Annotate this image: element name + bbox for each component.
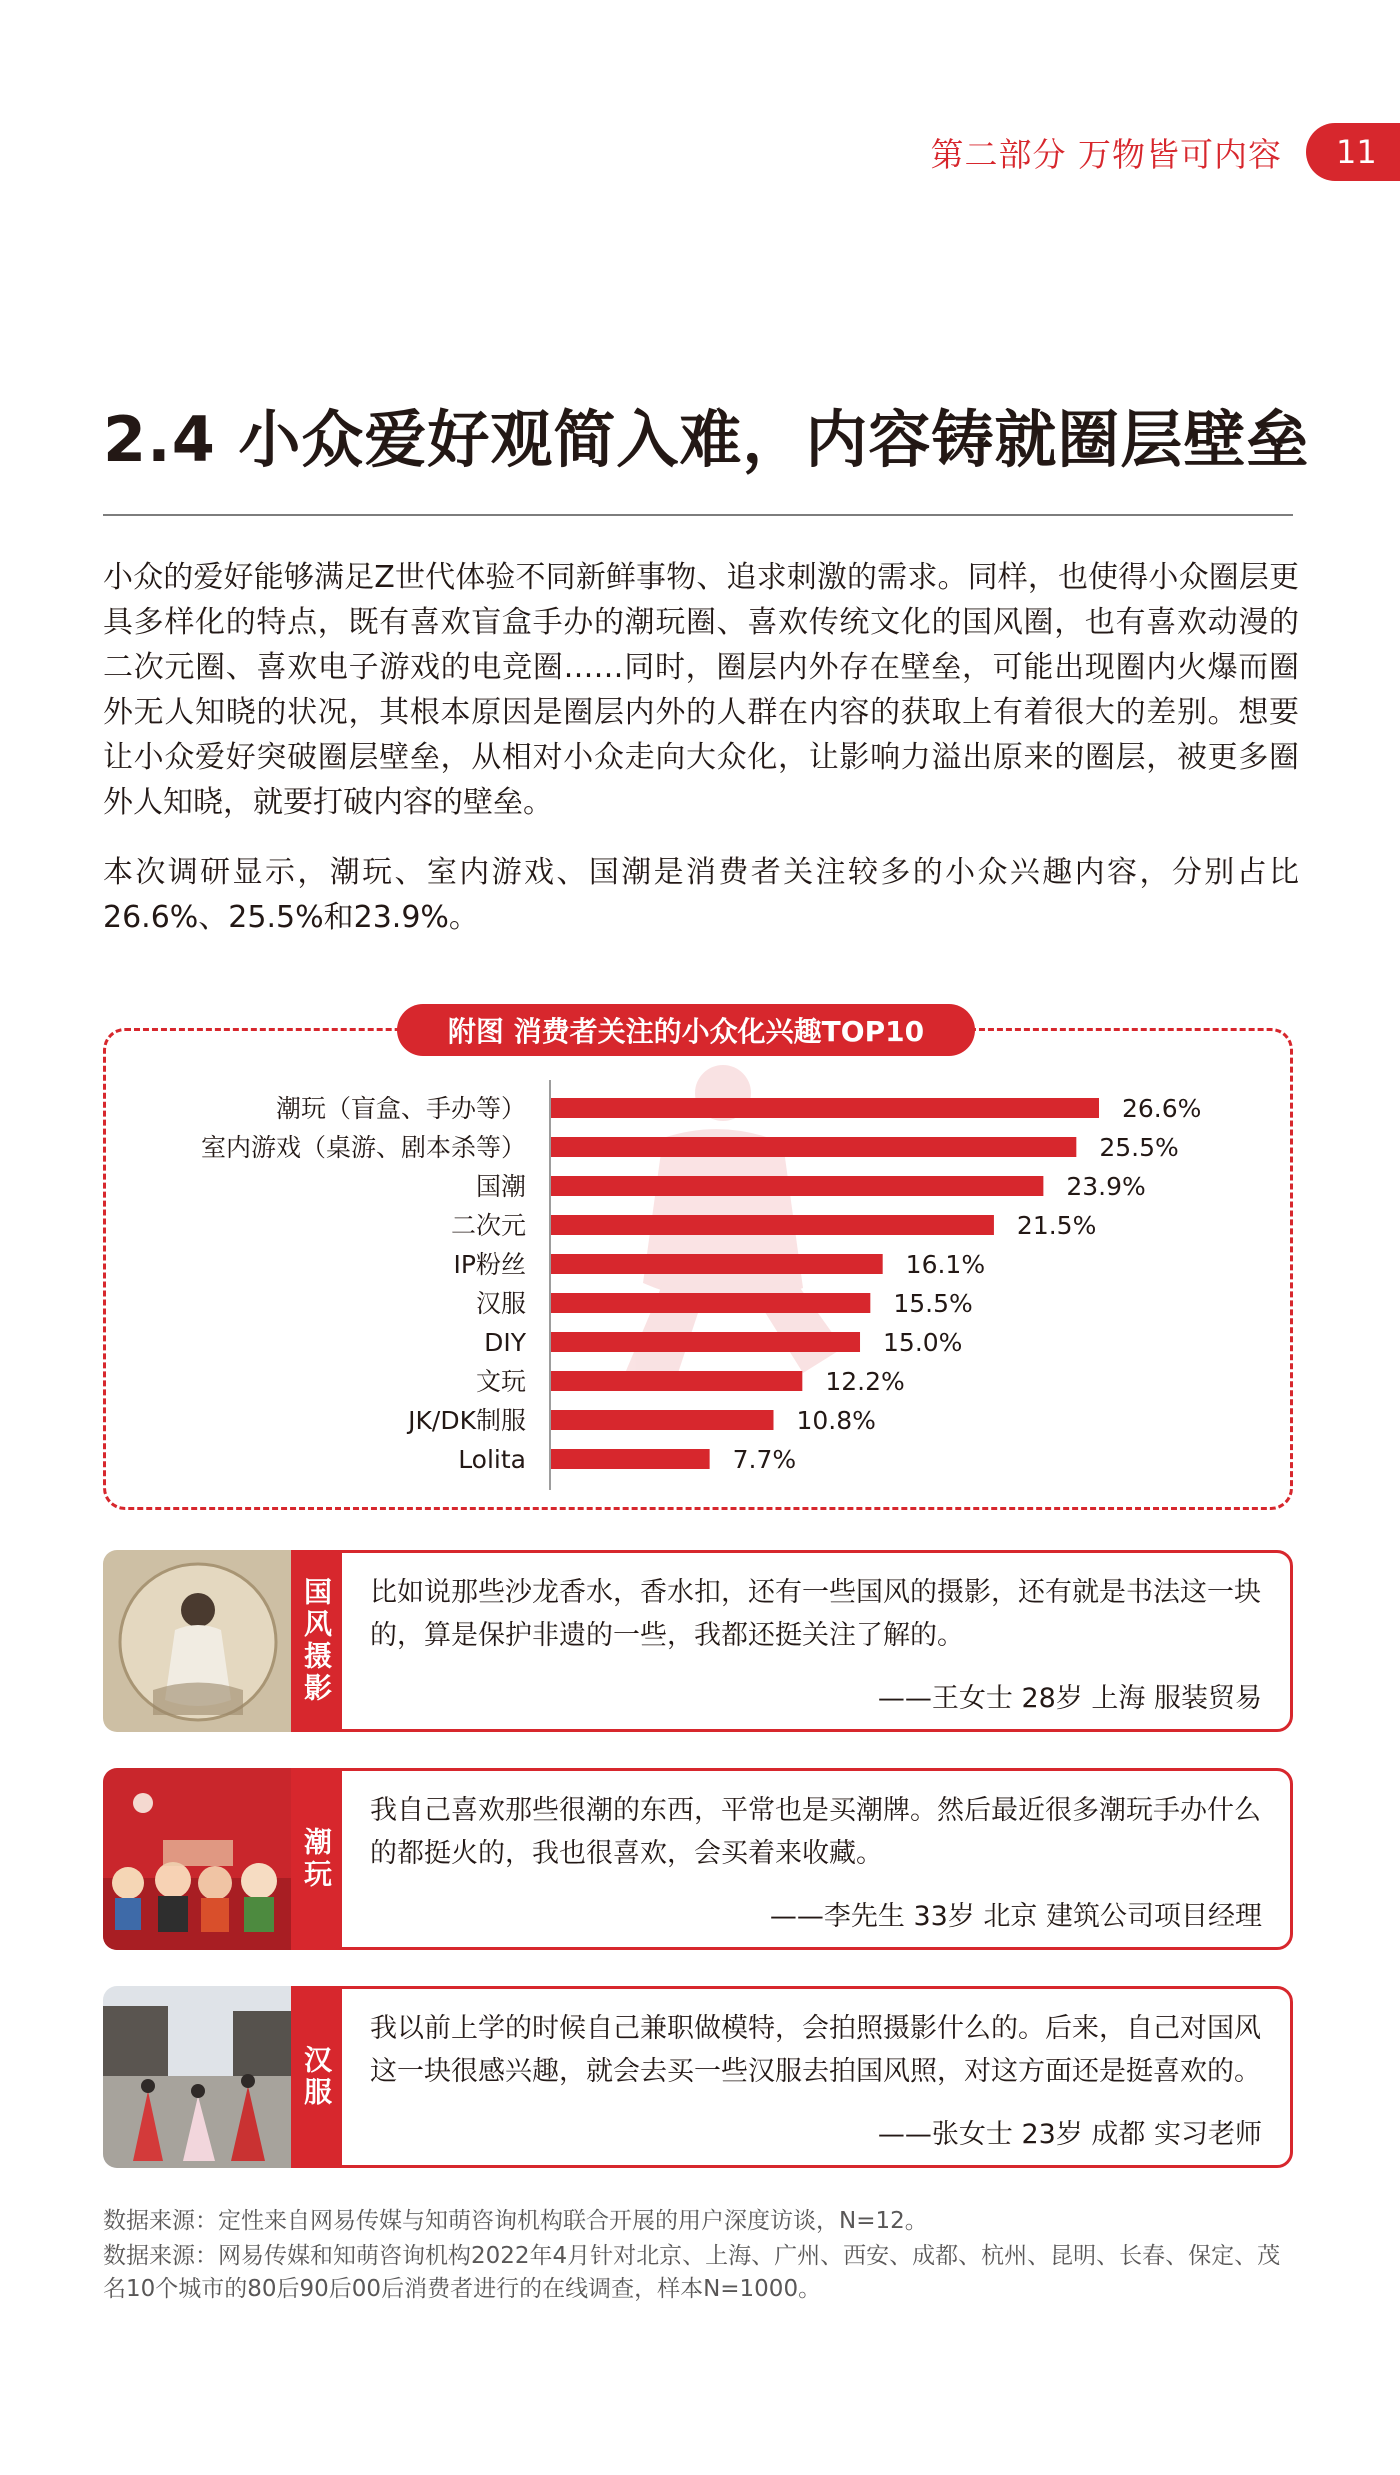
quote-bubble [339, 1550, 1293, 1732]
bar [551, 1176, 1043, 1196]
bar [551, 1137, 1076, 1157]
value-label: 21.5% [1016, 1211, 1097, 1240]
value-label: 16.1% [905, 1250, 986, 1279]
portrait-photo [103, 1550, 293, 1732]
category-label: DIY [484, 1328, 526, 1357]
quote-card [103, 1550, 1293, 1732]
category-label: 国潮 [475, 1172, 526, 1201]
bar [551, 1098, 1099, 1118]
quote-signature: ——李先生 33岁 北京 建筑公司项目经理 [769, 1901, 1262, 1932]
quote-text: 我以前上学的时候自己兼职做模特，会拍照摄影什么的。后来，自己对国风这一块很感兴趣，就会去买一些汉服去拍国风照，对这方面还是挺喜欢的。 [370, 2013, 1261, 2087]
quote-tag: 潮玩 [291, 1768, 341, 1950]
quote-text: 我自己喜欢那些很潮的东西，平常也是买潮牌。然后最近很多潮玩手办什么的都挺火的，我也很喜欢，会买着来收藏。 [370, 1795, 1261, 1869]
value-label: 10.8% [796, 1406, 876, 1435]
category-label: 潮玩（盲盒、手办等） [275, 1094, 526, 1123]
value-label: 15.5% [893, 1289, 973, 1318]
quote-tag: 汉服 [291, 1986, 341, 2168]
quote-bubble [339, 1768, 1293, 1950]
value-label: 25.5% [1099, 1133, 1179, 1162]
toys-photo [103, 1768, 293, 1950]
section-label: 第二部分 万物皆可内容 [930, 134, 1282, 174]
category-label: 二次元 [450, 1211, 526, 1240]
bar [551, 1371, 802, 1391]
category-label: IP粉丝 [453, 1250, 526, 1279]
body-paragraph-1: 小众的爱好能够满足Z世代体验不同新鲜事物、追求刺激的需求。同样，也使得小众圈层更具多样化的特点，既有喜欢盲盒手办的潮玩圈、喜欢传统文化的国风圈，也有喜欢动漫的二次元圈、喜欢电子游戏的电竞圈……同时，圈层内外存在壁垒，可能出现圈内火爆而圈外无人知晓的状况，其根本原因是圈层内外的人群在内容的获取上有着很大的差别。想要让小众爱好突破圈层壁垒，从相对小众走向大众化，让影响力溢出原来的圈层，被更多圈外人知晓，就要打破内容的壁垒。 [103, 560, 1299, 820]
bar [551, 1254, 883, 1274]
value-label: 12.2% [825, 1367, 905, 1396]
source-note: 数据来源：定性来自网易传媒与知萌咨询机构联合开展的用户深度访谈，N=12。 [103, 2208, 928, 2234]
value-label: 26.6% [1122, 1094, 1202, 1123]
source-note: 数据来源：网易传媒和知萌咨询机构2022年4月针对北京、上海、广州、西安、成都、杭州、昆明、长春、保定、茂名10个城市的80后90后00后消费者进行的在线调查，样本N=1000。 [103, 2243, 1281, 2302]
quote-tag: 国风摄影 [291, 1550, 341, 1732]
bar [551, 1410, 773, 1430]
page-title: 2.4 小众爱好观简入难，内容铸就圈层壁垒 [103, 403, 1310, 476]
quote-card [103, 1986, 1293, 2168]
value-label: 23.9% [1066, 1172, 1146, 1201]
page-header [931, 122, 1400, 182]
bar-chart [103, 1028, 1293, 1510]
bar [551, 1449, 710, 1469]
value-label: 7.7% [732, 1445, 797, 1474]
quote-text: 比如说那些沙龙香水，香水扣，还有一些国风的摄影，还有就是书法这一块的，算是保护非遗的一些，我都还挺关注了解的。 [370, 1577, 1261, 1651]
hanfu-photo [103, 1986, 293, 2168]
quote-bubble [339, 1986, 1293, 2168]
value-label: 15.0% [883, 1328, 963, 1357]
category-label: Lolita [458, 1445, 526, 1474]
category-label: 文玩 [475, 1367, 526, 1396]
chart-title: 附图 消费者关注的小众化兴趣TOP10 [397, 1004, 975, 1056]
quote-card [103, 1768, 1293, 1950]
bar [551, 1215, 994, 1235]
body-paragraph-2: 本次调研显示，潮玩、室内游戏、国潮是消费者关注较多的小众兴趣内容，分别占比26.6%、25.5%和23.9%。 [103, 855, 1299, 935]
quote-signature: ——张女士 23岁 成都 实习老师 [877, 2119, 1262, 2150]
quote-signature: ——王女士 28岁 上海 服装贸易 [877, 1683, 1262, 1714]
page-number: 11 [1306, 123, 1400, 181]
category-label: 室内游戏（桌游、剧本杀等） [200, 1133, 526, 1162]
category-label: 汉服 [475, 1289, 526, 1318]
bar [551, 1293, 870, 1313]
bar [551, 1332, 860, 1352]
title-divider [103, 514, 1293, 516]
category-label: JK/DK制服 [408, 1406, 526, 1435]
